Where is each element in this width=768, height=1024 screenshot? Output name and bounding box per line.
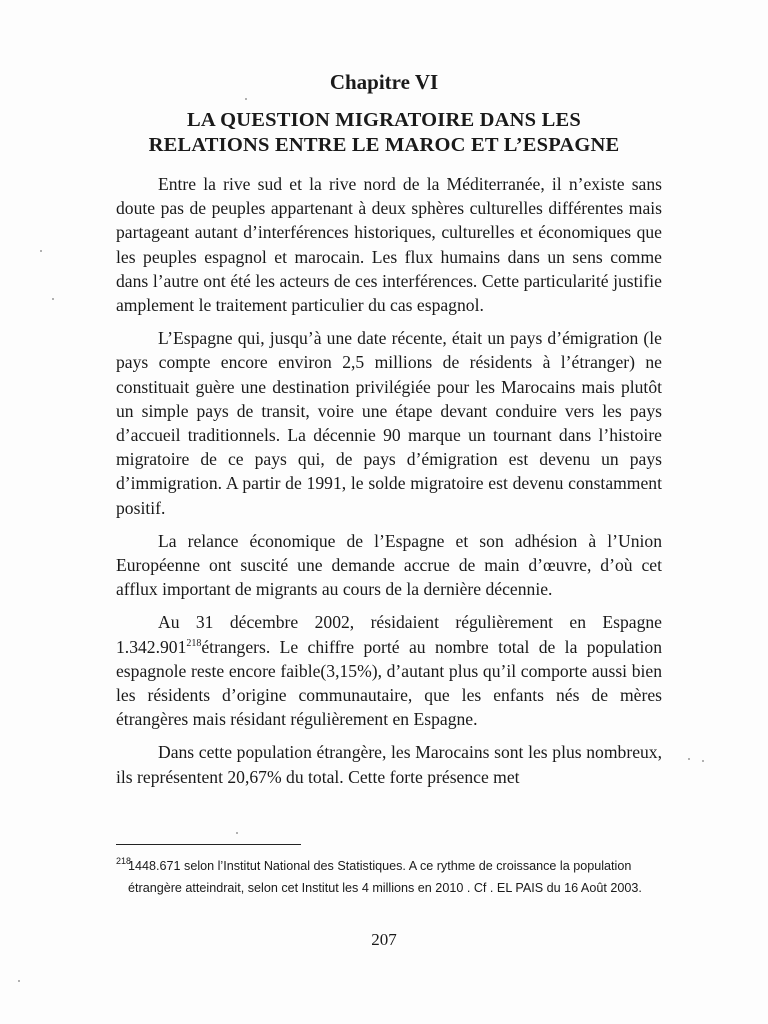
paragraph-4-end: étrangers. Le chiffre porté au nombre total de la population espagnole reste encore faible(3,15%), d’autant plus qu’il comporte aussi bien les résidents d’origine communautaire, que les enfants nés de mères étrangères mais résidant régulièrement en Espagne. xyxy=(116,636,662,730)
footnote-divider xyxy=(116,844,301,845)
footnote-number: 218 xyxy=(116,856,132,866)
scan-speck xyxy=(18,980,20,982)
paragraph-2: L’Espagne qui, jusqu’à une date récente, était un pays d’émigration (le pays compte encore environ 2,5 millions de résidents à l’étranger) ne constituait guère une destination privilégiée pour les Marocains mais plutôt un simple pays de transit, voire une étape devant conduire vers les pays d’accueil traditionnels. La décennie 90 marque un tournant dans l’histoire migratoire de ce pays qui, de pays d’émigration est devenu un pays d’immigration. A partir de 1991, le solde migratoire est devenu constamment positif. xyxy=(116,328,662,518)
body-text xyxy=(116,172,662,798)
paragraph-5: Dans cette population étrangère, les Marocains sont les plus nombreux, ils représentent 20,67% du total. Cette forte présence met xyxy=(116,742,662,787)
footnote xyxy=(116,855,662,899)
paragraph-3: La relance économique de l’Espagne et son adhésion à l’Union Européenne ont suscité une demande accrue de main d’œuvre, d’où cet afflux important de migrants au cours de la dernière décennie. xyxy=(116,530,662,600)
footnote-text: 1448.671 selon l’Institut National des Statistiques. A ce rythme de croissance la population étrangère atteindrait, selon cet Institut les 4 millions en 2010 . Cf . EL PAIS du 16 Août 2003. xyxy=(128,859,642,895)
chapter-title-line-1: LA QUESTION MIGRATOIRE DANS LES xyxy=(187,109,581,131)
paragraph-1: Entre la rive sud et la rive nord de la Méditerranée, il n’existe sans doute pas de peuples appartenant à deux sphères culturelles différentes mais partageant autant d’interférences historiques, culturelles et économiques que les peuples espagnol et marocain. Les flux humains dans un sens comme dans l’autre ont été les acteurs de ces interférences. Cette particularité justifie amplement le traitement particulier du cas espagnol. xyxy=(116,174,662,316)
paragraph-4-start: Au 31 décembre 2002, résidaient régulièrement en Espagne 1.342.901 xyxy=(116,612,662,657)
chapter-title xyxy=(80,108,688,158)
scan-speck xyxy=(40,250,42,252)
scan-speck xyxy=(245,98,247,100)
footnote-reference[interactable]: 218 xyxy=(186,637,202,649)
chapter-heading: Chapitre VI xyxy=(329,70,439,94)
page-number: 207 xyxy=(371,930,397,949)
scan-speck xyxy=(702,760,704,762)
scan-speck xyxy=(688,758,690,760)
scan-speck xyxy=(52,298,54,300)
paragraph-4 xyxy=(116,610,662,731)
chapter-title-line-2: RELATIONS ENTRE LE MAROC ET L’ESPAGNE xyxy=(148,134,620,156)
scan-speck xyxy=(236,832,238,834)
